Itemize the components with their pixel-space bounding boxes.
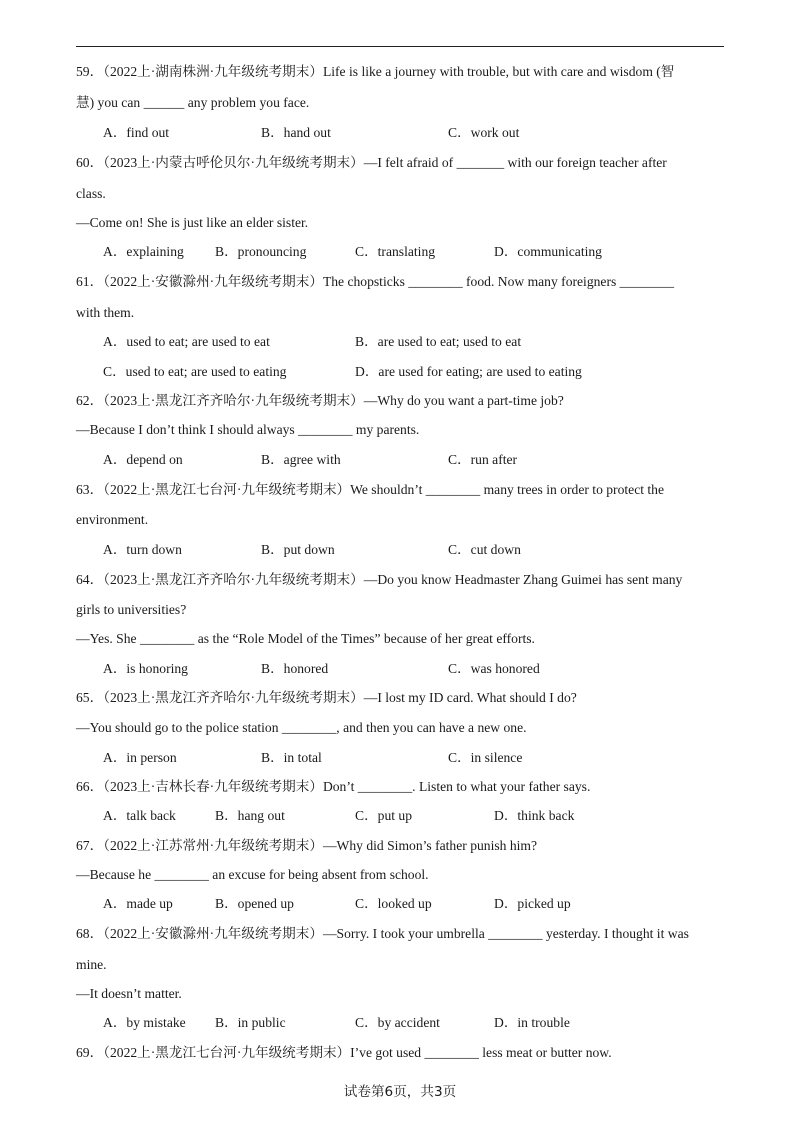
answer-option: A．made up [103, 896, 173, 911]
answer-option: A．depend on [103, 452, 183, 467]
option-row [103, 452, 743, 468]
answer-option: C．looked up [355, 896, 432, 911]
answer-option: D．in trouble [494, 1015, 570, 1030]
question-text-line: 慧) you can ______ any problem you face. [76, 95, 310, 110]
question-text-line: girls to universities? [76, 602, 187, 617]
answer-option: B．opened up [215, 896, 294, 911]
question-stem: 62．（2023上·黑龙江齐齐哈尔·九年级统考期末）—Why do you want a part-time job? [76, 393, 564, 408]
question-stem: 61．（2022上·安徽滁州·九年级统考期末）The chopsticks ________ food. Now many foreigners ________ [76, 274, 675, 289]
question-text-line: with them. [76, 305, 135, 320]
answer-option: C．run after [448, 452, 518, 467]
answer-option: D．think back [494, 808, 575, 823]
answer-option: B．hang out [215, 808, 285, 823]
answer-option: C．was honored [448, 661, 540, 676]
question-stem: 69．（2022上·黑龙江七台河·九年级统考期末）I’ve got used ________ less meat or butter now. [76, 1045, 612, 1060]
question-text-line: —Yes. She ________ as the “Role Model of the Times” because of her great efforts. [76, 631, 535, 646]
option-row [103, 896, 743, 912]
answer-option: B．agree with [261, 452, 341, 467]
question-text-line: —It doesn’t matter. [76, 986, 182, 1001]
question-text-line: class. [76, 186, 106, 201]
question-stem: 60．（2023上·内蒙古呼伦贝尔·九年级统考期末）—I felt afraid of _______ with our foreign teacher after [76, 155, 667, 170]
question-text-line: —Because I don’t think I should always ________ my parents. [76, 422, 420, 437]
question-stem: 64．（2023上·黑龙江齐齐哈尔·九年级统考期末）—Do you know Headmaster Zhang Guimei has sent many [76, 572, 683, 587]
answer-option: D．communicating [494, 244, 602, 259]
question-stem: 68．（2022上·安徽滁州·九年级统考期末）—Sorry. I took your umbrella ________ yesterday. I thought it was [76, 926, 689, 941]
answer-option: B．honored [261, 661, 329, 676]
answer-option: C．by accident [355, 1015, 440, 1030]
answer-option: C．translating [355, 244, 436, 259]
answer-option: A．find out [103, 125, 170, 140]
answer-option: B．in public [215, 1015, 286, 1030]
answer-option: B．hand out [261, 125, 331, 140]
answer-option: A．turn down [103, 542, 182, 557]
answer-option: B．pronouncing [215, 244, 307, 259]
answer-option: A．used to eat; are used to eat [103, 334, 270, 349]
answer-option: B．put down [261, 542, 335, 557]
answer-option: A．explaining [103, 244, 184, 259]
answer-option: B．in total [261, 750, 322, 765]
answer-option: A．by mistake [103, 1015, 186, 1030]
question-stem: 65．（2023上·黑龙江齐齐哈尔·九年级统考期末）—I lost my ID card. What should I do? [76, 690, 577, 705]
answer-option: B．are used to eat; used to eat [355, 334, 522, 349]
option-row [103, 334, 743, 350]
question-stem: 67．（2022上·江苏常州·九年级统考期末）—Why did Simon’s father punish him? [76, 838, 538, 853]
question-text-line: —You should go to the police station ________, and then you can have a new one. [76, 720, 527, 735]
answer-option: A．talk back [103, 808, 176, 823]
question-text-line: —Come on! She is just like an elder sister. [76, 215, 309, 230]
answer-option: D．are used for eating; are used to eating [355, 364, 582, 379]
answer-option: C．in silence [448, 750, 523, 765]
answer-option: C．used to eat; are used to eating [103, 364, 287, 379]
header-rule [76, 46, 724, 47]
question-text-line: environment. [76, 512, 149, 527]
option-row [103, 542, 743, 558]
option-row [103, 1015, 743, 1031]
answer-option: A．in person [103, 750, 177, 765]
answer-option: D．picked up [494, 896, 571, 911]
option-row [103, 125, 743, 141]
answer-option: A．is honoring [103, 661, 188, 676]
page-footer: 试卷第6页，共3页 [343, 1084, 457, 1100]
answer-option: C．cut down [448, 542, 521, 557]
option-row [103, 750, 743, 766]
option-row [103, 364, 743, 380]
answer-option: C．work out [448, 125, 520, 140]
option-row [103, 808, 743, 824]
question-text-line: —Because he ________ an excuse for being absent from school. [76, 867, 429, 882]
answer-option: C．put up [355, 808, 413, 823]
question-text-line: mine. [76, 957, 107, 972]
question-stem: 59．（2022上·湖南株洲·九年级统考期末）Life is like a journey with trouble, but with care and wisdom (智 [76, 64, 675, 79]
option-row [103, 661, 743, 677]
question-stem: 66．（2023上·吉林长春·九年级统考期末）Don’t ________. Listen to what your father says. [76, 779, 591, 794]
option-row [103, 244, 743, 260]
question-stem: 63．（2022上·黑龙江七台河·九年级统考期末）We shouldn’t ________ many trees in order to protect the [76, 482, 665, 497]
